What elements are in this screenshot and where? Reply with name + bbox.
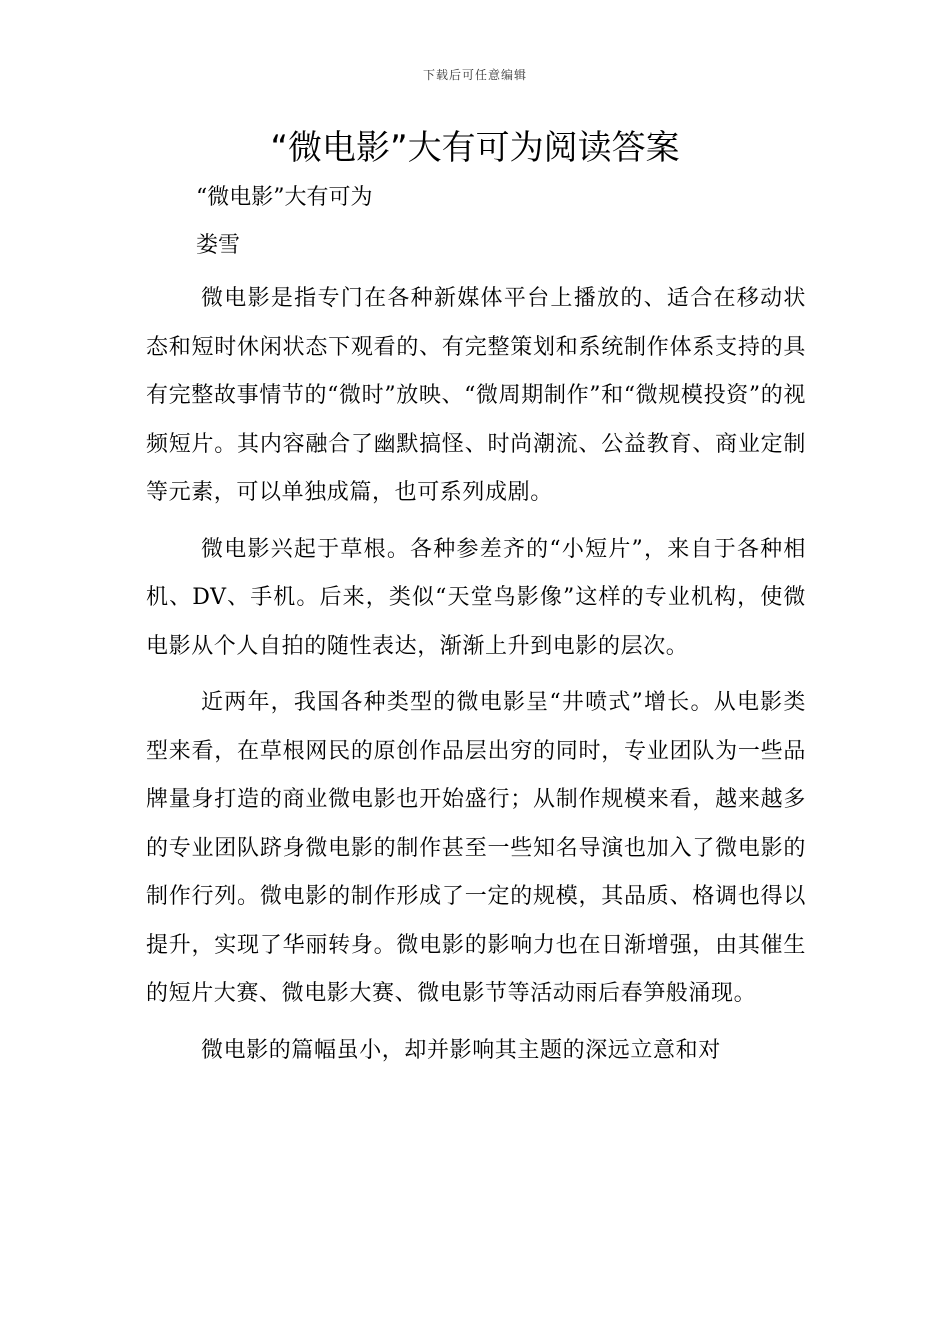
document-title: “微电影”大有可为阅读答案 [270, 128, 680, 168]
paragraph-1: 微电影是指专门在各种新媒体平台上播放的、适合在移动状态和短时休闲状态下观看的、有完整策划和系统制作体系支持的具有完整故事情节的“微时”放映、“微周期制作”和“微规模投资”的视频短片。其内容融合了幽默搞怪、时尚潮流、公益教育、商业定制等元素，可以单独成篇，也可系列成剧。 [146, 286, 806, 505]
header-note: 下载后可任意编辑 [422, 68, 527, 82]
article-body [146, 275, 806, 1083]
paragraph-4: 微电影的篇幅虽小，却并影响其主题的深远立意和对 [201, 1037, 721, 1063]
article-subtitle: “微电影”大有可为 [196, 185, 373, 210]
article-author: 娄雪 [196, 233, 241, 258]
paragraph-2: 微电影兴起于草根。各种参差齐的“小短片”，来自于各种相机、DV、手机。后来，类似“天堂鸟影像”这样的专业机构，使微电影从个人自拍的随性表达，渐渐上升到电影的层次。 [146, 536, 806, 659]
paragraph-3: 近两年，我国各种类型的微电影呈“井喷式”增长。从电影类型来看，在草根网民的原创作品层出穷的同时，专业团队为一些品牌量身打造的商业微电影也开始盛行；从制作规模来看，越来越多的专业团队跻身微电影的制作甚至一些知名导演也加入了微电影的制作行列。微电影的制作形成了一定的规模，其品质、格调也得以提升，实现了华丽转身。微电影的影响力也在日渐增强，由其催生的短片大赛、微电影大赛、微电影节等活动雨后春笋般涌现。 [146, 690, 806, 1006]
